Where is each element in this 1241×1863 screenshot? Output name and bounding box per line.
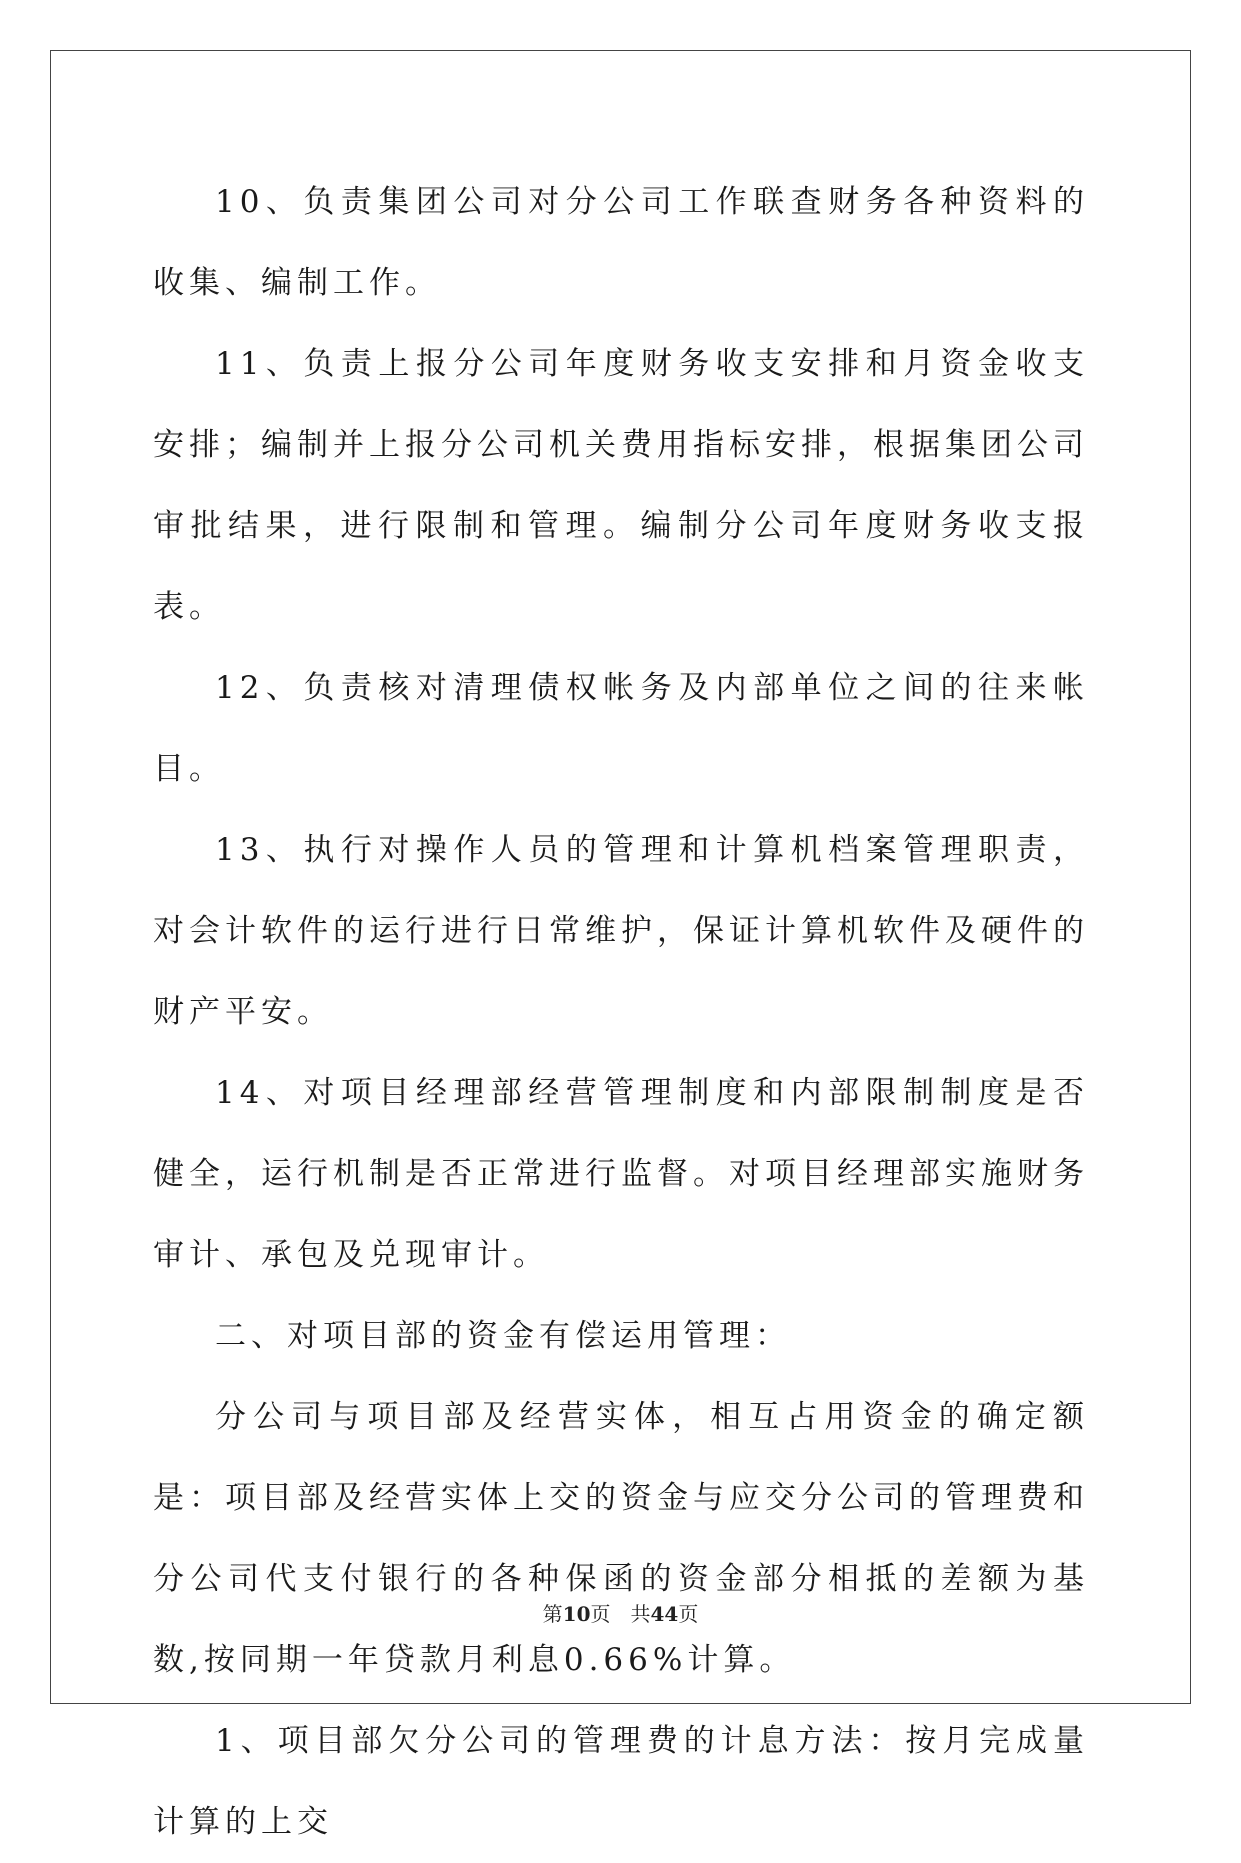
paragraph-item-11: 11、负责上报分公司年度财务收支安排和月资金收支安排；编制并上报分公司机关费用指标安排，根据集团公司审批结果，进行限制和管理。编制分公司年度财务收支报表。 — [153, 346, 1089, 625]
footer-suffix: 页 — [678, 1602, 699, 1626]
page-footer — [0, 1598, 1241, 1627]
total-pages-number: 44 — [650, 1602, 679, 1626]
current-page-number: 10 — [562, 1602, 591, 1626]
paragraph-item-13: 13、执行对操作人员的管理和计算机档案管理职责，对会计软件的运行进行日常维护，保证计算机软件及硬件的财产平安。 — [153, 832, 1089, 1030]
paragraph-fund-rule: 分公司与项目部及经营实体，相互占用资金的确定额是：项目部及经营实体上交的资金与应交分公司的管理费和分公司代支付银行的各种保函的资金部分相抵的差额为基数,按同期一年贷款月利息0.66%计算。 — [153, 1399, 1089, 1678]
paragraph-item-10: 10、负责集团公司对分公司工作联查财务各种资料的收集、编制工作。 — [153, 184, 1089, 301]
paragraph-item-14: 14、对项目经理部经营管理制度和内部限制制度是否健全，运行机制是否正常进行监督。对项目经理部实施财务审计、承包及兑现审计。 — [153, 1075, 1089, 1273]
paragraph-item-12: 12、负责核对清理债权帐务及内部单位之间的往来帐目。 — [153, 670, 1089, 787]
footer-prefix: 第 — [542, 1602, 563, 1626]
section-heading: 二、对项目部的资金有偿运用管理： — [215, 1318, 791, 1354]
footer-middle: 页 共 — [590, 1602, 651, 1626]
paragraph-item-1: 1、项目部欠分公司的管理费的计息方法：按月完成量计算的上交 — [153, 1723, 1089, 1840]
